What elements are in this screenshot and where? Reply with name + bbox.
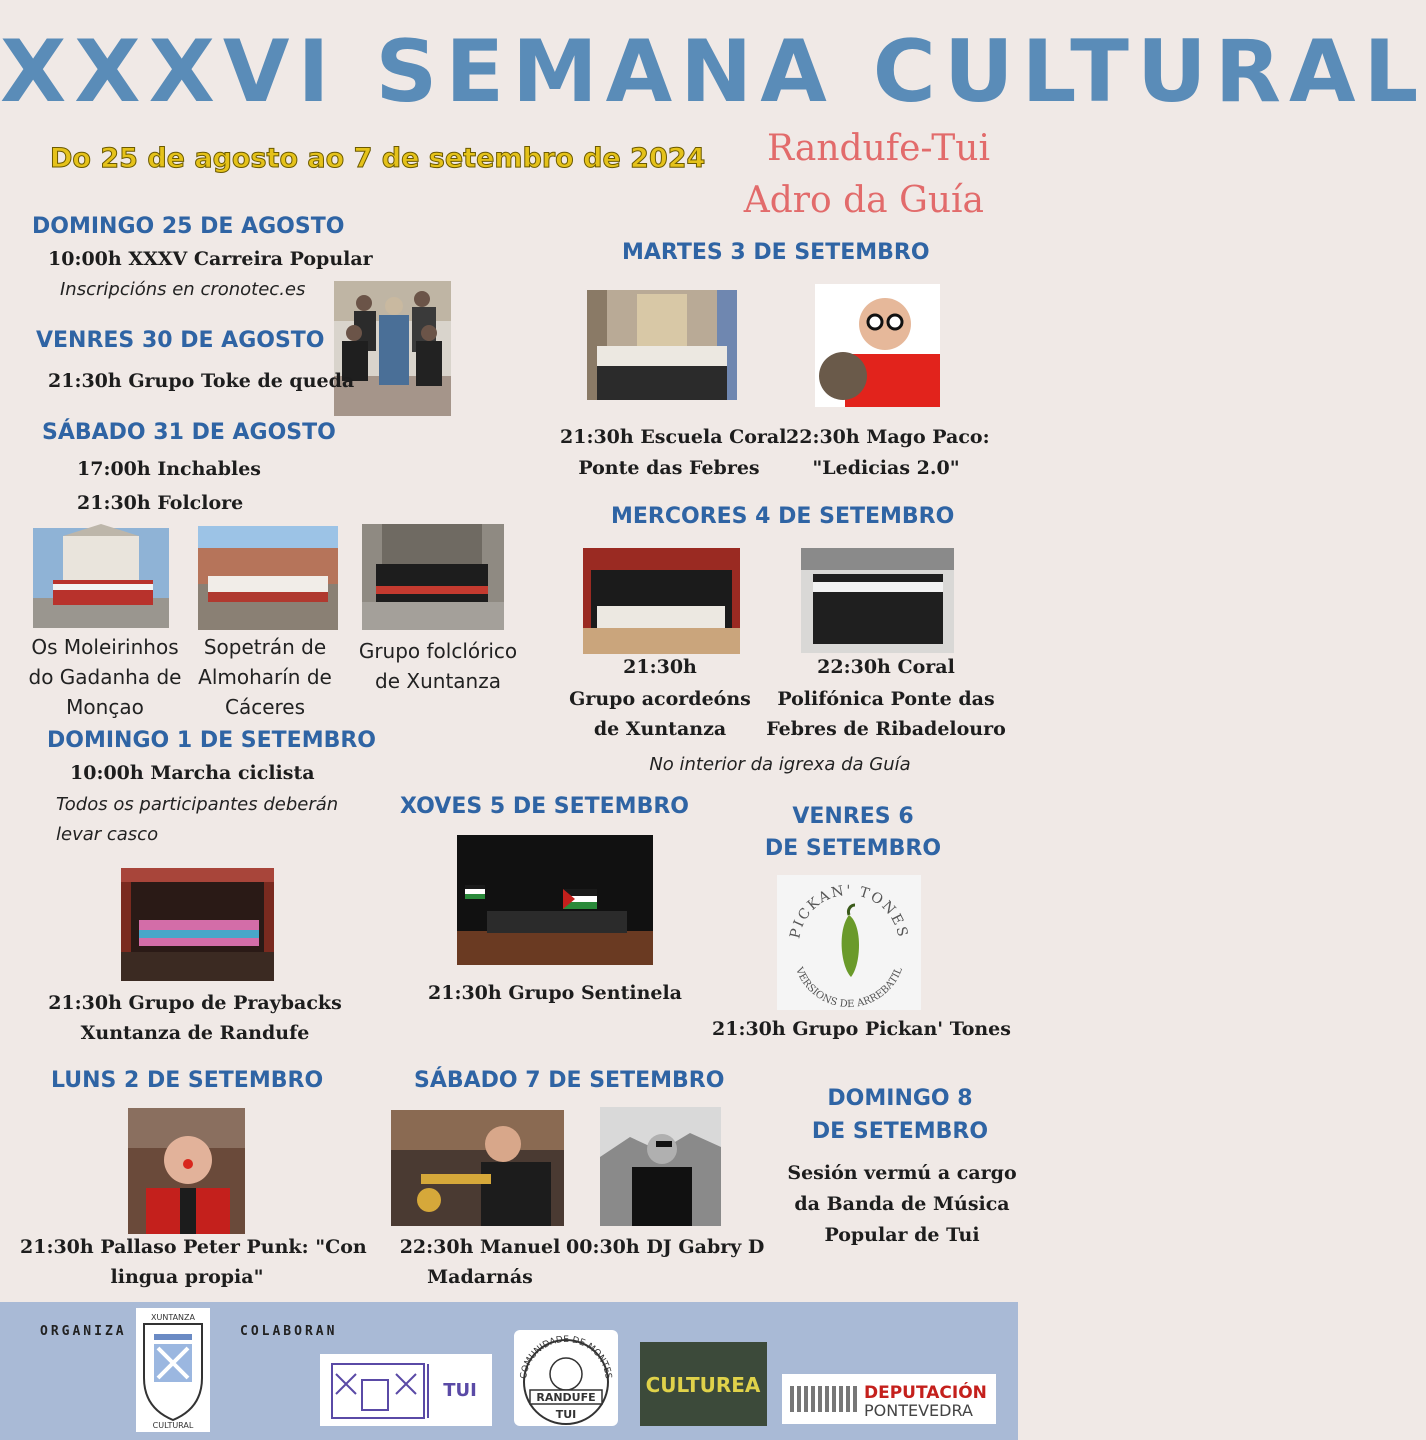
note-casco-2: levar casco bbox=[56, 824, 159, 845]
event-manuel-1: 22:30h Manuel bbox=[399, 1236, 561, 1258]
day-mercores-4: MERCORES 4 DE SETEMBRO bbox=[611, 504, 955, 529]
photo-praybacks bbox=[121, 868, 274, 981]
svg-text:COMUNIDADE DE MONTES: COMUNIDADE DE MONTES bbox=[519, 1334, 613, 1380]
event-acordeons-1: 21:30h bbox=[623, 656, 697, 678]
event-praybacks-2: Xuntanza de Randufe bbox=[80, 1022, 310, 1044]
event-manuel-2: Madarnás bbox=[427, 1266, 533, 1288]
event-sentinela: 21:30h Grupo Sentinela bbox=[428, 982, 682, 1004]
svg-text:PICKAN' TONES: PICKAN' TONES bbox=[787, 882, 911, 941]
logo-concello-tui bbox=[320, 1354, 492, 1426]
day-domingo-8-line1: DOMINGO 8 bbox=[827, 1086, 973, 1111]
event-pickan-tones: 21:30h Grupo Pickan' Tones bbox=[712, 1018, 1011, 1040]
event-dj-gabry: 00:30h DJ Gabry D bbox=[566, 1236, 765, 1258]
svg-text:CULTUREA: CULTUREA bbox=[645, 1373, 761, 1397]
svg-text:VERSIONS DE ARREBATIL: VERSIONS DE ARREBATIL bbox=[793, 965, 905, 1010]
photo-peter-punk bbox=[128, 1108, 245, 1234]
caption-moleirinhos: Os Moleirinhos do Gadanha de Monçao bbox=[28, 635, 182, 719]
event-coral-polifonica-3: Febres de Ribadelouro bbox=[766, 718, 1006, 740]
photo-toke-de-queda bbox=[334, 281, 451, 416]
day-venres-30: VENRES 30 DE AGOSTO bbox=[36, 328, 325, 353]
event-inchables: 17:00h Inchables bbox=[77, 458, 262, 480]
note-casco-1: Todos os participantes deberán bbox=[56, 794, 339, 815]
event-acordeons-2: Grupo acordeóns bbox=[569, 688, 751, 710]
label-colaboran: COLABORAN bbox=[240, 1324, 338, 1339]
caption-sopetran: Sopetrán de Almoharín de Cáceres bbox=[198, 635, 332, 719]
event-coral-polifonica-1: 22:30h Coral bbox=[817, 656, 955, 678]
event-vermu-2: da Banda de Música bbox=[794, 1193, 1010, 1215]
day-domingo-1: DOMINGO 1 DE SETEMBRO bbox=[47, 728, 377, 753]
event-mago-paco-1: 22:30h Mago Paco: bbox=[786, 426, 990, 448]
note-inscripcions: Inscripcións en cronotec.es bbox=[60, 279, 306, 300]
day-venres-6-line2: DE SETEMBRO bbox=[764, 836, 942, 861]
day-sabado-31: SÁBADO 31 DE AGOSTO bbox=[42, 420, 336, 445]
day-luns-2: LUNS 2 DE SETEMBRO bbox=[51, 1068, 324, 1093]
event-vermu-3: Popular de Tui bbox=[824, 1224, 980, 1246]
note-igrexa: No interior da igrexa da Guía bbox=[649, 754, 911, 775]
place-randufe-tui: Randufe-Tui bbox=[766, 128, 990, 169]
event-peter-punk-1: 21:30h Pallaso Peter Punk: "Con bbox=[20, 1236, 367, 1258]
event-folclore: 21:30h Folclore bbox=[77, 492, 244, 514]
event-marcha-ciclista: 10:00h Marcha ciclista bbox=[70, 762, 315, 784]
event-carreira: 10:00h XXXV Carreira Popular bbox=[48, 248, 373, 270]
event-praybacks-1: 21:30h Grupo de Praybacks bbox=[48, 992, 342, 1014]
logo-comunidade-montes bbox=[514, 1330, 618, 1426]
event-dates: Do 25 de agosto ao 7 de setembro de 2024 bbox=[50, 143, 706, 174]
photo-acordeons bbox=[583, 548, 740, 654]
day-domingo-25: DOMINGO 25 DE AGOSTO bbox=[32, 214, 345, 239]
event-acordeons-3: de Xuntanza bbox=[593, 718, 727, 740]
label-organiza: ORGANIZA bbox=[40, 1324, 127, 1339]
svg-text:RANDUFE: RANDUFE bbox=[536, 1391, 596, 1404]
logo-deputacion-pontevedra bbox=[782, 1374, 996, 1424]
photo-escuela-coral bbox=[587, 290, 737, 400]
svg-text:XUNTANZA: XUNTANZA bbox=[151, 1313, 195, 1322]
place-adro-guia: Adro da Guía bbox=[743, 180, 984, 221]
day-sabado-7: SÁBADO 7 DE SETEMBRO bbox=[414, 1068, 725, 1093]
logo-culturea bbox=[640, 1342, 767, 1426]
svg-text:TUI: TUI bbox=[555, 1408, 577, 1421]
day-martes-3: MARTES 3 DE SETEMBRO bbox=[622, 240, 930, 265]
event-vermu-1: Sesión vermú a cargo bbox=[787, 1162, 1017, 1184]
event-peter-punk-2: lingua propia" bbox=[110, 1266, 264, 1288]
event-coral-polifonica-2: Polifónica Ponte das bbox=[777, 688, 995, 710]
day-venres-6-line1: VENRES 6 bbox=[792, 804, 914, 829]
logo-pickan-tones bbox=[777, 875, 921, 1010]
event-toke-de-queda: 21:30h Grupo Toke de queda bbox=[48, 370, 355, 392]
photo-coral-polifonica bbox=[801, 548, 954, 653]
photo-mago-paco bbox=[815, 284, 940, 407]
event-escuela-coral-2: Ponte das Febres bbox=[578, 457, 760, 479]
logo-xuntanza bbox=[136, 1308, 210, 1432]
photo-manuel-madarnas bbox=[391, 1110, 564, 1226]
event-escuela-coral-1: 21:30h Escuela Coral bbox=[560, 426, 787, 448]
svg-text:PONTEVEDRA: PONTEVEDRA bbox=[864, 1401, 973, 1420]
photo-sopetran bbox=[198, 526, 338, 630]
day-domingo-8-line2: DE SETEMBRO bbox=[811, 1119, 989, 1144]
photo-dj-gabry bbox=[600, 1107, 721, 1226]
caption-xuntanza-folclore: Grupo folclórico de Xuntanza bbox=[358, 639, 518, 693]
poster-title: XXXVI SEMANA CULTURAL bbox=[0, 22, 1426, 122]
svg-text:CULTURAL: CULTURAL bbox=[152, 1421, 194, 1430]
svg-text:DEPUTACIÓN: DEPUTACIÓN bbox=[864, 1383, 987, 1403]
photo-moleirinhos bbox=[33, 528, 169, 628]
day-xoves-5: XOVES 5 DE SETEMBRO bbox=[400, 794, 689, 819]
photo-sentinela bbox=[457, 835, 653, 965]
svg-text:TUI: TUI bbox=[443, 1380, 477, 1401]
photo-xuntanza-folclore bbox=[362, 524, 504, 630]
event-mago-paco-2: "Ledicias 2.0" bbox=[812, 457, 960, 479]
